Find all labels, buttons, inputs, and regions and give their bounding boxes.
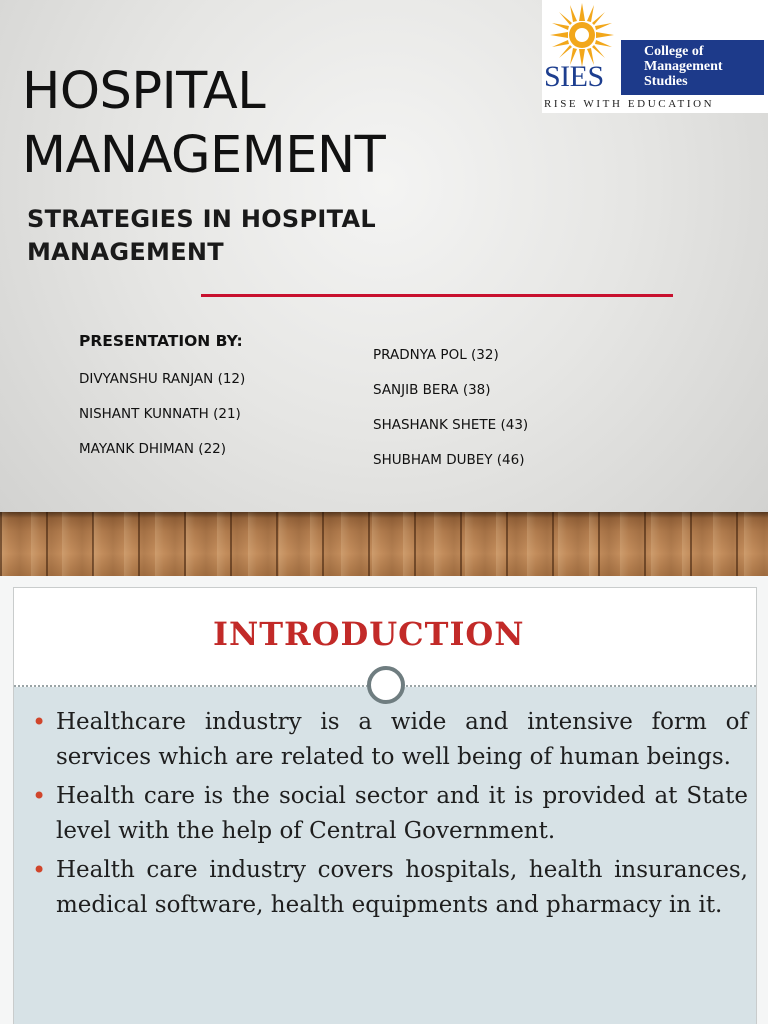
sies-logo	[542, 0, 768, 113]
slide-title	[22, 60, 385, 188]
bullet-list	[30, 705, 748, 927]
bullet-item: • Healthcare industry is a wide and intensive form of services which are related to well being of human beings.	[30, 705, 748, 775]
slide-subtitle-line-2: MANAGEMENT	[27, 238, 224, 266]
accent-divider	[201, 294, 673, 297]
presenter-name: SHUBHAM DUBEY (46)	[373, 452, 525, 468]
presenter-name: SHASHANK SHETE (43)	[373, 417, 529, 433]
slide-subtitle-line-1: STRATEGIES IN HOSPITAL	[27, 205, 376, 233]
presentation-by-heading: PRESENTATION BY:	[79, 332, 243, 350]
slide-title-line-1: HOSPITAL	[22, 62, 266, 121]
presenter-name: NISHANT KUNNATH (21)	[79, 406, 241, 422]
intro-body	[14, 687, 756, 1024]
presenter-name: MAYANK DHIMAN (22)	[79, 441, 227, 457]
bullet-item: • Health care industry covers hospitals, health insurances, medical software, health equipments and pharmacy in it.	[30, 853, 748, 923]
logo-name-line: College of	[644, 44, 704, 59]
presenters-right-list	[373, 346, 528, 486]
presenter-name: DIVYANSHU RANJAN (12)	[79, 371, 246, 387]
sun-icon	[550, 3, 614, 67]
logo-name-line: Management	[644, 59, 723, 74]
logo-tagline: RISE WITH EDUCATION	[544, 98, 715, 110]
presenters-left-list	[79, 370, 245, 475]
intro-title: INTRODUCTION	[213, 615, 525, 653]
logo-name-line: Studies	[644, 74, 688, 89]
presenter-name: PRADNYA POL (32)	[373, 347, 499, 363]
introduction-slide	[0, 576, 768, 1024]
logo-acronym: SIES	[544, 60, 604, 93]
circle-ornament-icon	[367, 666, 405, 704]
bullet-item: • Health care is the social sector and it is provided at State level with the help of Central Government.	[30, 779, 748, 849]
logo-name-box	[621, 40, 764, 95]
slide-title-line-2: MANAGEMENT	[22, 126, 386, 185]
floor-shadow	[0, 512, 768, 518]
slide-subtitle	[27, 203, 376, 269]
wooden-floor-decoration	[0, 512, 768, 576]
slide-frame	[13, 587, 757, 1024]
presenter-name: SANJIB BERA (38)	[373, 382, 491, 398]
